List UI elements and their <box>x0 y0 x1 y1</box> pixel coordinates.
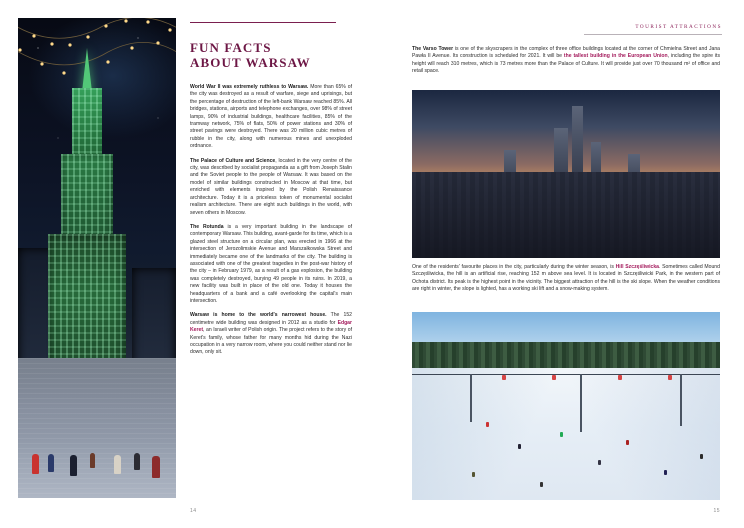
skater-figure <box>32 454 39 474</box>
varso-accent: the tallest building in the European Union <box>563 53 668 60</box>
varso-lead: The Varso Tower <box>412 46 454 52</box>
fact-lead-narrow-house: Warsaw is home to the world's narrowest house. <box>190 312 327 319</box>
ski-lift-chair <box>502 375 506 380</box>
title-rule <box>190 22 336 23</box>
tower-top-section <box>72 88 102 158</box>
skier-figure <box>626 440 629 445</box>
right-page <box>372 0 744 528</box>
fact-body-palace: , located in the very centre of the city, was described by socialist propaganda as a gift from Joseph Stalin and the Soviet people to the people of Warsaw. It was based on the model of similar buildings constructed in Moscow at that time, but enriched with elements inspired by the Polish Renaissance architecture. Today it is a priceless token of monumental socialist realism architecture. There are eight such buildings in the world, with seven others in Moscow. <box>190 157 352 216</box>
skier-figure <box>472 472 475 477</box>
fact-paragraph-wwii <box>190 84 352 151</box>
fact-paragraph-narrow-house <box>190 312 352 356</box>
fact-body-rotunda: is a very important building in the landscape of contemporary Warsaw. This building, avant-garde for its time, which is a glazed steel structure on a circular plan, was erected in 1966 at the intersection of Jerozolimskie Avenue and Marszałkowska Street and immediately became one of the landmarks of the city. The building is associated with one of the greatest tragedies in the post-war history of the city – in February 1979, as a result of a gas explosion, the building was completely destroyed, burying 49 people in its ruins. In 2019, a new facility was built in place of the old one. Today it houses the headquarters of a bank and a café overlooking the capital's main intersection. <box>190 223 352 304</box>
fact-lead-palace: The Palace of Culture and Science <box>190 157 276 164</box>
szczesliwicka-caption <box>412 264 720 293</box>
ski-lift-pylon <box>680 374 682 426</box>
skater-figure <box>48 454 54 472</box>
warsaw-skyline-sunset-photo <box>412 90 720 258</box>
skier-figure <box>598 460 601 465</box>
varso-tower-paragraph <box>412 46 720 75</box>
fact-paragraph-palace <box>190 158 352 217</box>
left-body-copy <box>190 84 352 364</box>
hill-part-2: . Sometimes called Mound Szczęśliwicka, the hill is an artificial rise, reaching 152 m above sea level. It is located in Szczęśliwicki Park, in the western part of Ochota district. Its peak is the highest point in the vicinity. The biggest attraction of the hill is the ski slope. When the weather conditions are right in winter, the slope is lighted, has a working ski lift and a snow-making system. <box>412 264 720 292</box>
ski-lift-chair <box>552 375 556 380</box>
skier-figure <box>700 454 703 459</box>
folio-right: 15 <box>713 508 720 514</box>
skater-figure <box>70 455 77 476</box>
palace-of-culture-tower <box>46 54 128 384</box>
running-head: TOURIST ATTRACTIONS <box>635 24 722 30</box>
tower-spire <box>82 48 92 92</box>
fact-lead-rotunda: The Rotunda <box>190 223 224 230</box>
folio-left: 14 <box>190 508 197 514</box>
fact-lead-wwii: World War II was extremely ruthless to Warsaw. <box>190 84 309 90</box>
skier-figure <box>518 444 521 449</box>
varso-part-1: is one of the skyscrapers in the complex of three office buildings located at the corner of Chmielna Street and Jana Pawła II Avenue. Its construction is scheduled for 2021. It will be <box>412 46 720 60</box>
skater-figure <box>152 456 160 478</box>
fact-paragraph-rotunda <box>190 224 352 305</box>
skier-figure <box>560 432 563 437</box>
warsaw-palace-of-culture-night-photo <box>18 18 176 498</box>
ski-lift-chair <box>668 375 672 380</box>
varso-tower-text <box>412 46 720 75</box>
fact-body-narrow-house-1: The 152 centimetre wide building was designed in 2012 as a studio for <box>190 312 353 326</box>
ski-lift-cable <box>412 374 720 375</box>
page-title-line-1: FUN FACTS <box>190 40 272 55</box>
skier-figure <box>540 482 543 487</box>
skier-figure <box>486 422 489 427</box>
fact-accent-keret: Edgar Keret <box>190 319 352 334</box>
hill-part-1: One of the residents' favourite places in the city, particularly during the winter season, is <box>412 264 616 270</box>
tower-mid-section <box>61 154 113 244</box>
ski-lift-pylon <box>470 374 472 422</box>
skater-figure <box>134 453 140 470</box>
varso-part-2: , including the spire its height will reach 310 metres, which is 73 metres more than the Palace of Culture. It will provide just over 70 thousand m² of office and retail space. <box>412 53 720 74</box>
ski-lift-pylon <box>580 374 582 432</box>
skater-figure <box>114 455 121 474</box>
fact-body-wwii: More than 65% of the city was destroyed as a result of warfare, siege and uprisings, but the percentage of destruction of the left-bank Warsaw reached 85%. All bridges, stations, airports and telephone exchanges, over 98% of street lamps, 90% of industrial buildings, healthcare facilities, 85% of the tramway network, 75% of flats, 50% of power stations and 30% of street pavings were destroyed. There was 20 million cubic metres of rubble in the city, along with numerous mines and unexploded ordnance. <box>190 84 352 150</box>
skater-figure <box>90 453 95 468</box>
page-title-line-2: ABOUT WARSAW <box>190 55 311 70</box>
ski-lift-chair <box>618 375 622 380</box>
skier-figure <box>664 470 667 475</box>
city-rooftops <box>412 172 720 258</box>
running-head-rule <box>584 34 722 35</box>
szczesliwicka-ski-slope-photo <box>412 312 720 500</box>
hill-accent: Hill Szczęśliwicka <box>615 264 659 270</box>
fact-body-narrow-house-2: , an Israeli writer of Polish origin. The project refers to the story of Keret's family, whose father for many months hid during the Nazi occupation in a very narrow room, where you could neither stand nor lie down, only sit. <box>190 327 352 356</box>
page-title <box>190 40 355 70</box>
snow-shading <box>412 368 720 500</box>
